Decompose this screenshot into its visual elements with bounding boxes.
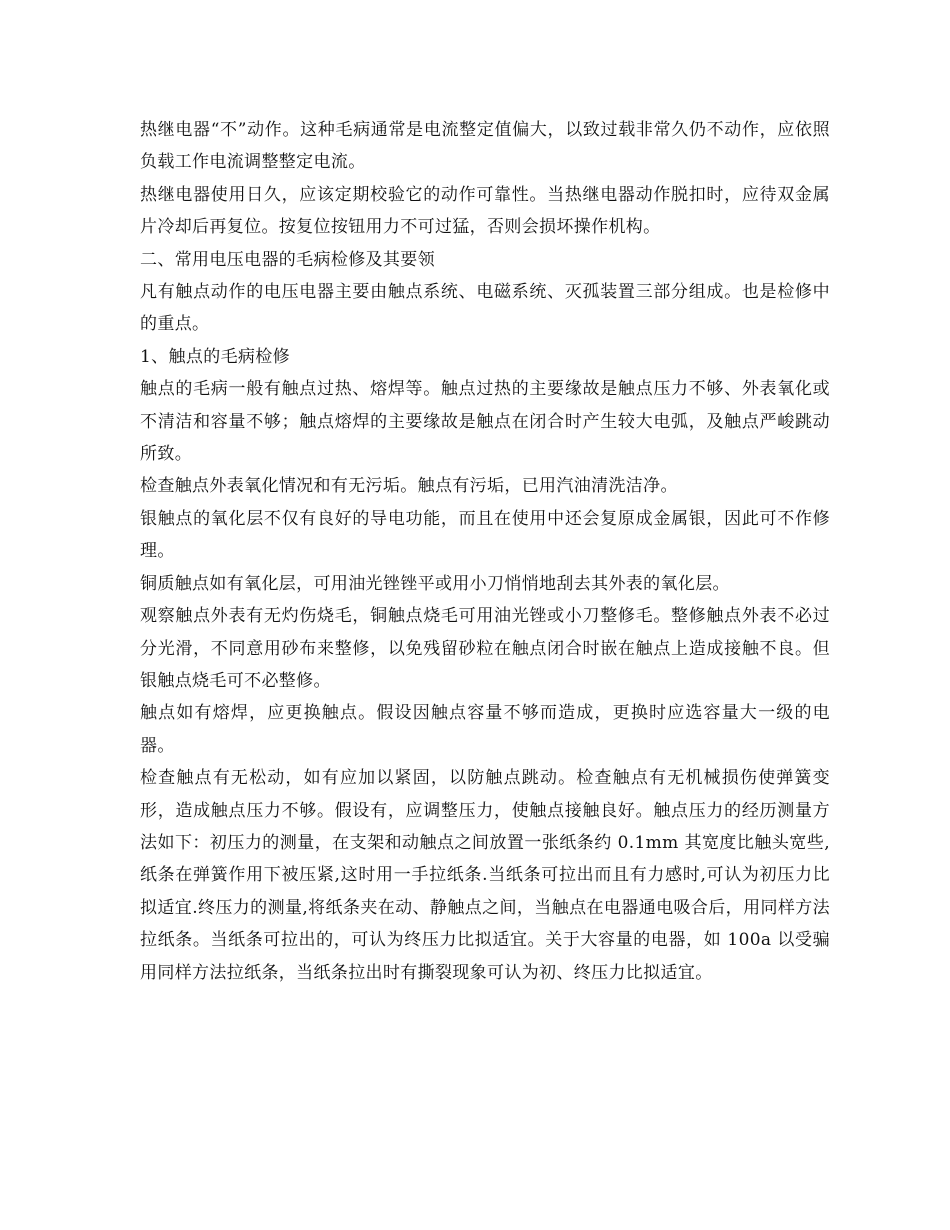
paragraph-silver-contacts: 银触点的氧化层不仅有良好的导电功能，而且在使用中还会复原成金属银，因此可不作修理。 (140, 508, 830, 562)
paragraph-copper-contacts: 铜质触点如有氧化层，可用油光锉锉平或用小刀悄悄地刮去其外表的氧化层。 (140, 573, 730, 594)
paragraph-thermal-relay-no-action: 热继电器“不”动作。这种毛病通常是电流整定值偏大，以致过载非常久仍不动作，应依照负载工作电流调整整定电流。 (140, 120, 830, 173)
paragraph-check-oxidation: 检查触点外表氧化情况和有无污垢。触点有污垢，已用汽油清洗洁净。 (140, 476, 678, 497)
document-body (140, 114, 830, 989)
paragraph-burn-marks: 观察触点外表有无灼伤烧毛，铜触点烧毛可用油光锉或小刀整修毛。整修触点外表不必过分光滑，不同意用砂布来整修，以免残留砂粒在触点闭合时嵌在触点上造成接触不良。但银触点烧毛可不必整修。 (140, 606, 830, 691)
subheading-contact-repair: 1、触点的毛病检修 (140, 346, 290, 367)
paragraph-contact-faults: 触点的毛病一般有触点过热、熔焊等。触点过热的主要缘故是触点压力不够、外表氧化或不清洁和容量不够；触点熔焊的主要缘故是触点在闭合时产生较大电弧，及触点严峻跳动所致。 (140, 379, 830, 465)
paragraph-welded-contacts: 触点如有熔焊，应更换触点。假设因触点容量不够而造成，更换时应选容量大一级的电器。 (140, 703, 830, 756)
paragraph-contact-pressure: 检查触点有无松动，如有应加以紧固，以防触点跳动。检查触点有无机械损伤使弹簧变形，造成触点压力不够。假设有，应调整压力，使触点接触良好。触点压力的经历测量方法如下：初压力的测量，在支架和动触点之间放置一张纸条约 0.1mm 其宽度比触头宽些,纸条在弹簧作用下被压紧,这时用一手拉纸条.当纸条可拉出而且有力感时,可认为初压力比拟适宜.终压力的测量,将纸条夹在动、静触点之间，当触点在电器通电吸合后，用同样方法拉纸条。当纸条可拉出的，可认为终压力比拟适宜。关于大容量的电器，如 100a 以受骗用同样方法拉纸条，当纸条拉出时有撕裂现象可认为初、终压力比拟适宜。 (140, 768, 830, 983)
paragraph-thermal-relay-calibration: 热继电器使用日久，应该定期校验它的动作可靠性。当热继电器动作脱扣时，应待双金属片冷却后再复位。按复位按钮用力不可过猛，否则会损坏操作机构。 (140, 184, 830, 238)
paragraph-voltage-appliance-composition: 凡有触点动作的电压电器主要由触点系统、电磁系统、灭孤装置三部分组成。也是检修中的重点。 (140, 282, 830, 335)
section-heading-voltage-appliances: 二、常用电压电器的毛病检修及其要领 (140, 249, 435, 270)
